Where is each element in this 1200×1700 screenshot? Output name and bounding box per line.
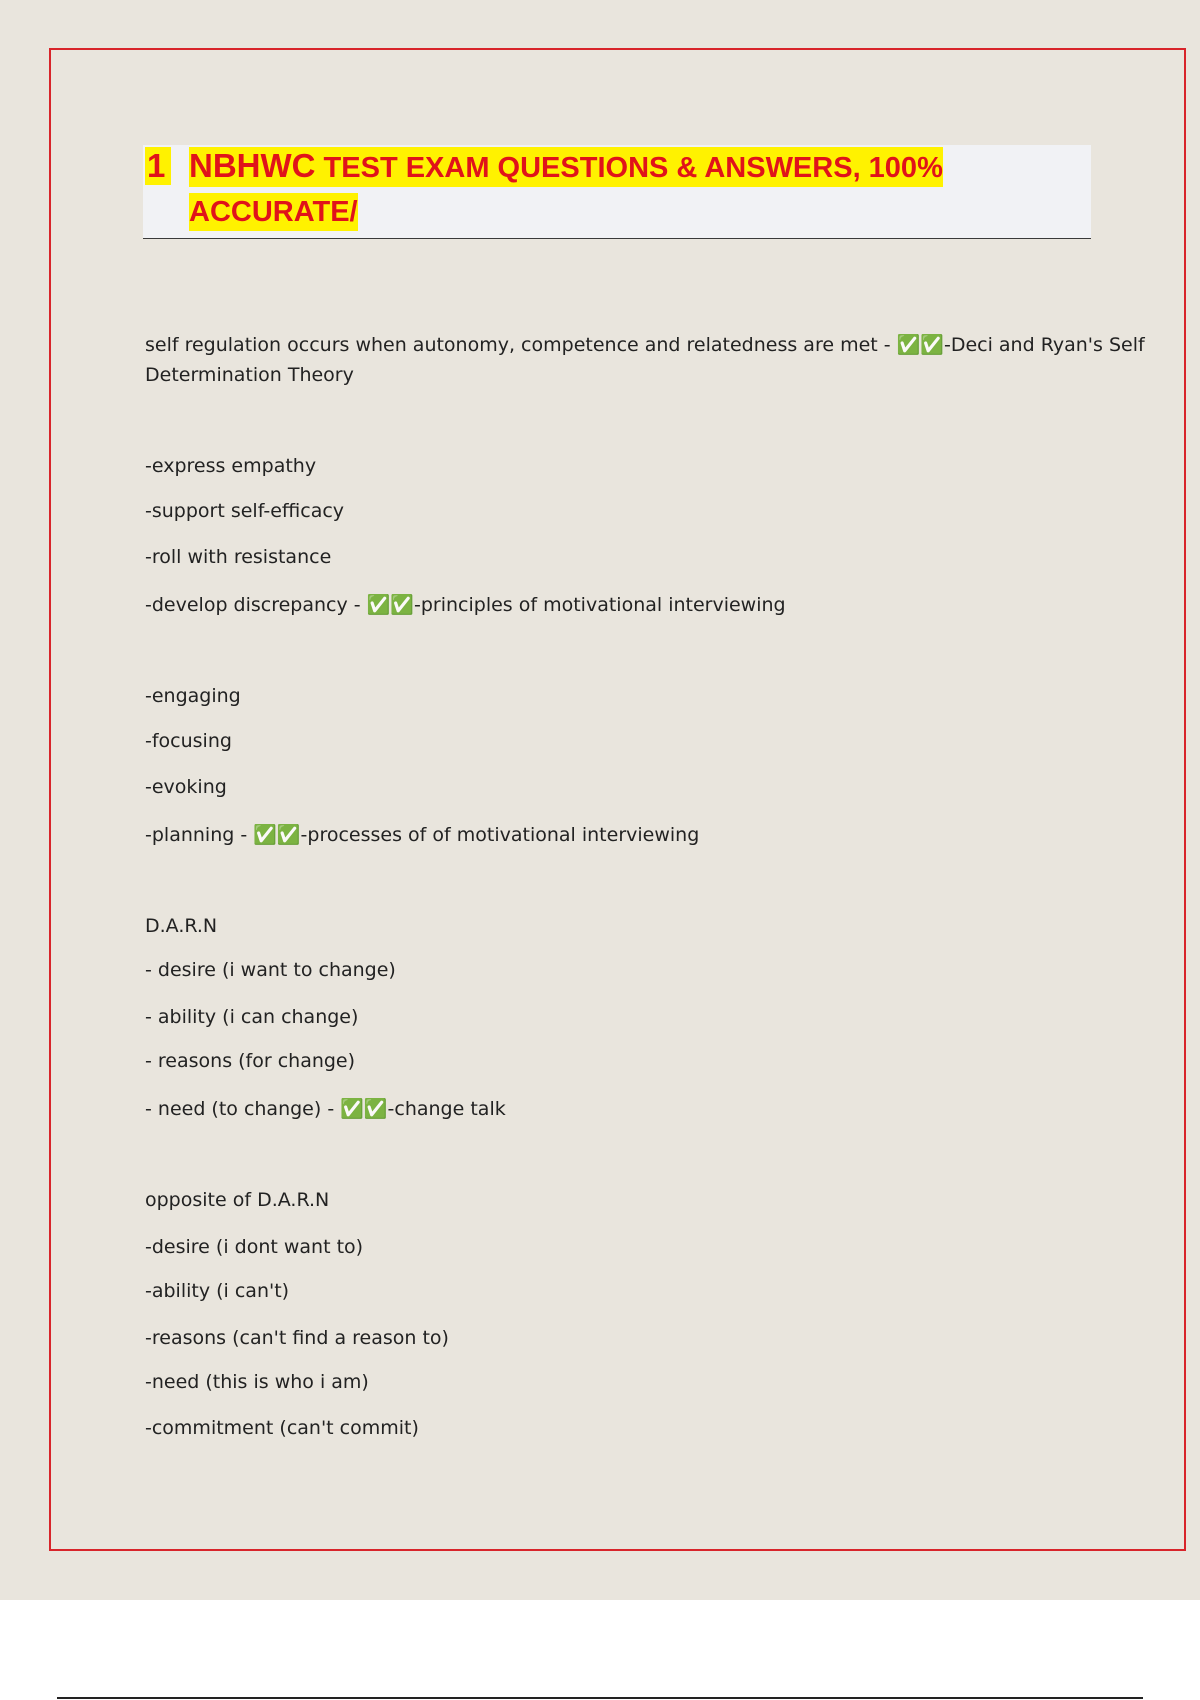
paragraph-line: self regulation occurs when autonomy, competence and relatedness are met - ✅✅-Deci and Ryan's Self xyxy=(145,334,1145,356)
list-heading: D.A.R.N xyxy=(145,915,218,937)
heading-title-rest: TEST EXAM QUESTIONS & ANSWERS, 100% xyxy=(315,152,943,184)
paragraph-line: Determination Theory xyxy=(145,364,354,386)
list-item: -evoking xyxy=(145,776,227,798)
list-item: -commitment (can't commit) xyxy=(145,1417,419,1439)
list-item: -desire (i dont want to) xyxy=(145,1236,364,1258)
heading-title-strong: NBHWC xyxy=(189,147,316,184)
list-item: -focusing xyxy=(145,730,232,752)
list-item: - ability (i can change) xyxy=(145,1006,359,1028)
list-item: -ability (i can't) xyxy=(145,1280,290,1302)
list-item: -reasons (can't find a reason to) xyxy=(145,1327,449,1349)
list-item: -develop discrepancy - ✅✅-principles of motivational interviewing xyxy=(145,594,786,616)
heading-title-line2: ACCURATE/ xyxy=(189,193,358,231)
list-item: - desire (i want to change) xyxy=(145,959,396,981)
list-item: - need (to change) - ✅✅-change talk xyxy=(145,1098,506,1120)
list-item: -express empathy xyxy=(145,455,317,477)
heading-number: 1 xyxy=(145,147,171,185)
heading-title-line1 xyxy=(189,147,943,187)
list-item: -need (this is who i am) xyxy=(145,1371,369,1393)
list-heading: opposite of D.A.R.N xyxy=(145,1189,330,1211)
footer-rule xyxy=(57,1697,1143,1699)
list-item: -engaging xyxy=(145,685,241,707)
list-item: -support self-efficacy xyxy=(145,500,345,522)
list-item: - reasons (for change) xyxy=(145,1050,356,1072)
list-item: -planning - ✅✅-processes of of motivational interviewing xyxy=(145,824,700,846)
list-item: -roll with resistance xyxy=(145,546,332,568)
